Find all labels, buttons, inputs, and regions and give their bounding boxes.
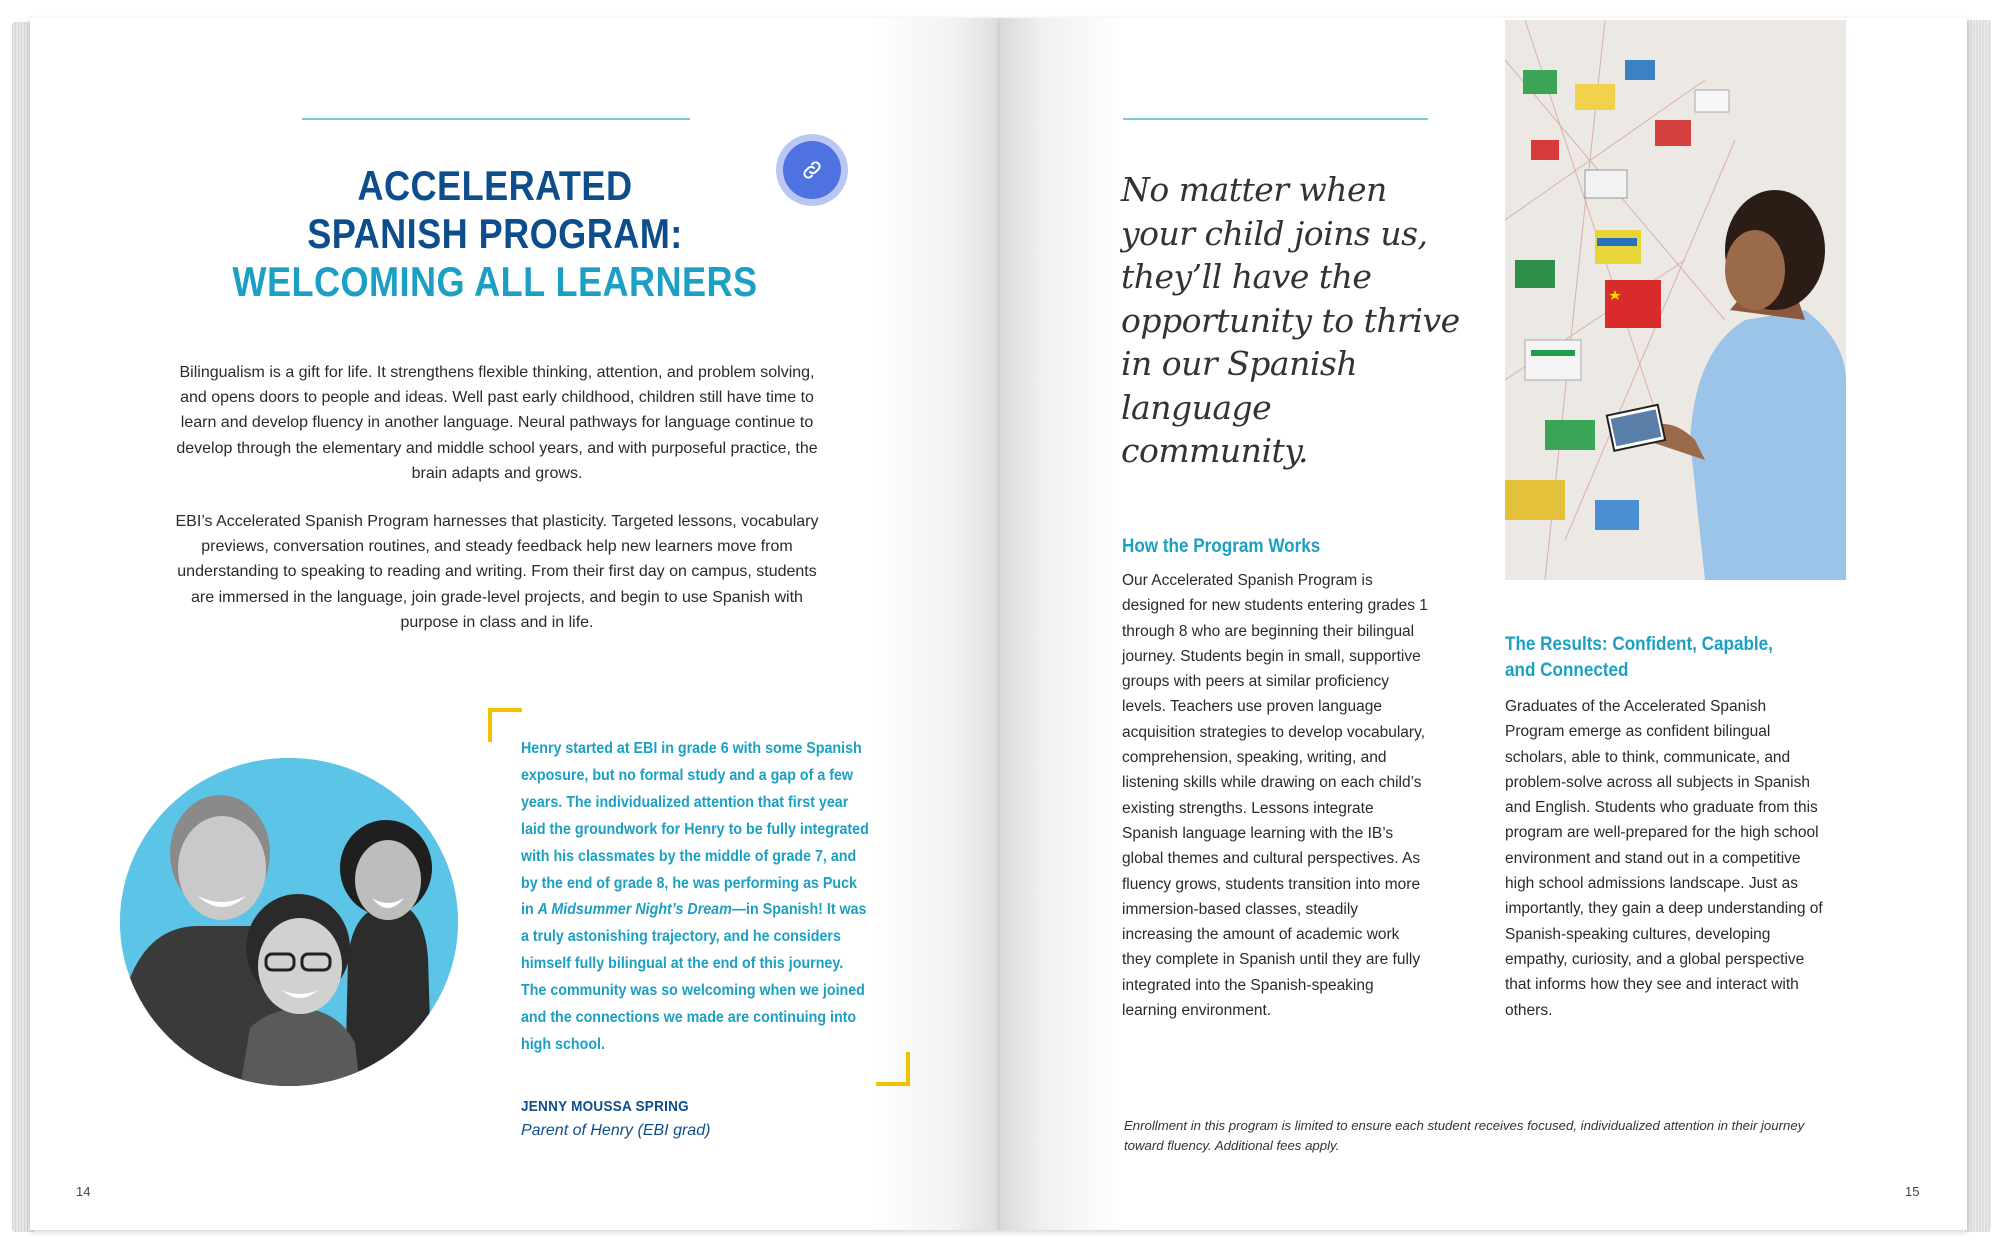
- results-heading: The Results: Confident, Capable, and Connected: [1505, 634, 1773, 681]
- intro-paragraph-2: EBI’s Accelerated Spanish Program harnesses that plasticity. Targeted lessons, vocabulary previews, conversation routines, and steady feedback help new learners move from understanding to speaking to reading and writing. From their first day on campus, students are immersed in the language, join grade-level projects, and begin to use Spanish with purpose in class and in life.: [175, 513, 819, 631]
- enrollment-footnote: Enrollment in this program is limited to ensure each student receives focused, individualized attention in their journey toward fluency. Additional fees apply.: [1124, 1118, 1805, 1153]
- student-world-map-photo: [1505, 20, 1846, 580]
- pull-quote-rule: [1123, 118, 1428, 120]
- title-rule: [302, 118, 690, 120]
- results-body: Graduates of the Accelerated Spanish Program emerge as confident bilingual scholars, able to think, communicate, and problem-solve across all subjects in Spanish and English. Students who graduate from this program are well-prepared for the high school environment and stand out in a competitive high school admissions landscape. Just as importantly, they gain a deep understanding of Spanish-speaking cultures, developing empathy, curiosity, and a global perspective that informs how they see and interact with others.: [1505, 698, 1823, 1019]
- quote-bracket-bottom-right: [876, 1052, 910, 1086]
- intro-paragraph-1: Bilingualism is a gift for life. It strengthens flexible thinking, attention, and problem solving, and opens doors to people and ideas. Well past early childhood, children still have time to learn and develop fluency in another language. Neural pathways for language continue to develop through the elementary and middle school years, and with purposeful practice, the brain adapts and grows.: [176, 364, 818, 482]
- how-it-works-body: Our Accelerated Spanish Program is designed for new students entering grades 1 through 8 who are beginning their bilingual journey. Students begin in small, supportive groups with peers at similar proficiency levels. Teachers use proven language acquisition strategies to develop vocabulary, comprehension, speaking, writing, and listening skills while drawing on each child’s existing strengths. Lessons integrate Spanish language learning with the IB’s global themes and cultural perspectives. As fluency grows, students transition into more immersion-based classes, steadily increasing the amount of academic work they complete in Spanish until they are fully integrated into the Spanish-speaking learning environment.: [1122, 572, 1428, 1020]
- testimonial-name: JENNY MOUSSA SPRING: [521, 1098, 689, 1115]
- title-line-1: ACCELERATED: [357, 162, 633, 209]
- quote-play-title: A Midsummer Night’s Dream: [537, 901, 732, 919]
- page-title: [190, 162, 801, 306]
- how-it-works-heading: How the Program Works: [1122, 536, 1321, 557]
- pull-quote: No matter when your child joins us, they’ll have the opportunity to thrive in our Spanish language community.: [1121, 170, 1460, 470]
- page-number-right: 15: [1905, 1184, 1920, 1199]
- quote-text-end: —in Spanish! It was a truly astonishing trajectory, and he considers himself fully bilingual at the end of this journey. The community was so welcoming when we joined and the connections we made are continuing into high school.: [521, 901, 867, 1053]
- page-number-left: 14: [76, 1184, 91, 1199]
- family-photo: [120, 758, 458, 1086]
- testimonial-quote: [521, 736, 871, 1059]
- quote-bracket-top-left: [488, 708, 522, 742]
- link-icon: [800, 158, 824, 182]
- title-line-3: WELCOMING ALL LEARNERS: [232, 258, 758, 305]
- page-stack-right: [1965, 20, 1991, 1232]
- testimonial-role: Parent of Henry (EBI grad): [521, 1122, 711, 1139]
- title-line-2: SPANISH PROGRAM:: [307, 210, 683, 257]
- quote-text-start: Henry started at EBI in grade 6 with some Spanish exposure, but no formal study and a gap of a few years. The individualized attention that first year laid the groundwork for Henry to be fully integrated with his classmates by the middle of grade 7, and by the end of grade 8, he was performing as Puck in: [521, 740, 869, 919]
